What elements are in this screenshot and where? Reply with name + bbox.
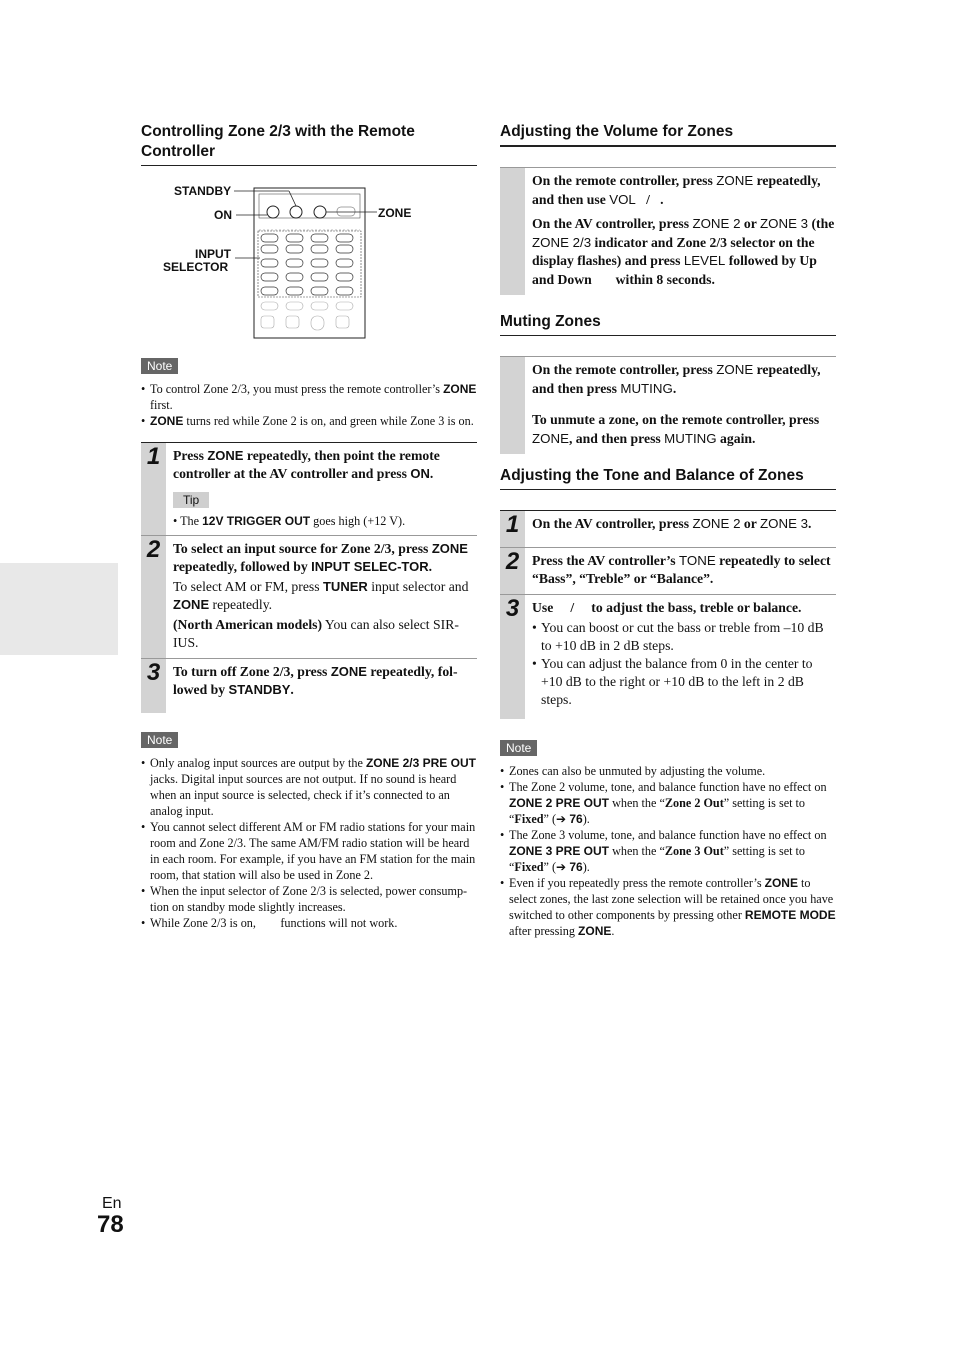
step-number: 3 [141, 659, 166, 713]
step-number: 2 [141, 536, 166, 658]
step-1: 1 On the AV controller, press ZONE 2 or ZONE 3. [500, 511, 836, 548]
left-column [141, 122, 477, 931]
page-number: 78 [97, 1211, 124, 1238]
right-column [500, 122, 841, 939]
section-heading-muting: Muting Zones [500, 312, 836, 336]
note-item: • While Zone 2/3 is on, functions will not work. [141, 915, 477, 931]
note-block-1 [141, 357, 477, 429]
note-badge: Note [500, 740, 537, 756]
note-item: • To control Zone 2/3, you must press the remote controller’s ZONE first. [141, 381, 477, 413]
note-item: • The Zone 2 volume, tone, and balance function have no effect on ZONE 2 PRE OUT when the “Zone 2 Out” setting is set to “Fixed” (➔ 76). [500, 779, 836, 827]
section-heading-volume: Adjusting the Volume for Zones [500, 122, 836, 147]
note-list [500, 763, 836, 939]
steps-tone [500, 510, 836, 719]
bullet: • You can boost or cut the bass or treble from –10 dB to +10 dB in 2 dB steps. [532, 619, 836, 655]
note-item: • You cannot select different AM or FM radio stations for your main room and Zone 2/3. The same AM/FM radio station will be heard in each room. For example, if you have an FM station for the main room, that station will also be used in Zone 2. [141, 819, 477, 883]
step-2: 2 Press the AV controller’s TONE repeatedly to select “Bass”, “Treble” or “Balance”. [500, 548, 836, 595]
remote-figure [141, 182, 477, 342]
step-2: 2 To select an input source for Zone 2/3, press ZONE repeatedly, followed by INPUT SELEC-TOR. To select AM or FM, press TUNER input selector and ZONE repeatedly. (North American models) You can also select SIR-IUS. [141, 536, 477, 659]
step-3-bullets [532, 619, 836, 709]
bullet: • You can adjust the balance from 0 in the center to +10 dB to the right or +10 dB to the left in 2 dB steps. [532, 655, 836, 709]
label-zone: ZONE [378, 206, 412, 220]
note-item: • ZONE turns red while Zone 2 is on, and green while Zone 3 is on. [141, 413, 477, 429]
note-item: • Even if you repeatedly press the remote controller’s ZONE to select zones, the last zone selection will be retained once you have switched to other components by pressing other REMOTE MODE after pressing ZONE. [500, 875, 836, 939]
tip-badge: Tip [173, 492, 209, 508]
step-1: 1 Press ZONE repeatedly, then point the remote controller at the AV controller and press ON. Tip • The 12V TRIGGER OUT goes high (+12 V). [141, 443, 477, 536]
page-language: En [102, 1195, 122, 1212]
note-item: • When the input selector of Zone 2/3 is selected, power consump-tion on standby mode slightly increases. [141, 883, 477, 915]
note-list [141, 381, 477, 429]
tip-text: • The 12V TRIGGER OUT goes high (+12 V). [173, 514, 406, 528]
muting-instructions: On the remote controller, press ZONE repeatedly, and then press MUTING. To unmute a zone, on the remote controller, press ZONE, and then press MUTING again. [500, 356, 836, 454]
step-number: 1 [500, 511, 525, 547]
volume-instructions: On the remote controller, press ZONE repeatedly, and then use VOL / . On the AV controller, press ZONE 2 or ZONE 3 (the ZONE 2/3 indicator and Zone 2/3 selector on the display flashes) and press LEVEL followed by Up and Down within 8 seconds. [500, 167, 836, 295]
step-number: 3 [500, 595, 525, 719]
label-input: INPUT [195, 247, 231, 261]
step-3: 3 Use / to adjust the bass, treble or balance. • You can boost or cut the bass or treble from –10 dB to +10 dB in 2 dB steps. • You can adjust the balance from 0 in the center to +10 dB to the right or +10 dB to the left in 2 dB steps. [500, 595, 836, 719]
note-block-3 [500, 739, 836, 939]
label-selector: SELECTOR [163, 260, 229, 274]
step-3: 3 To turn off Zone 2/3, press ZONE repeatedly, fol-lowed by STANDBY. [141, 659, 477, 713]
note-item: • Only analog input sources are output by the ZONE 2/3 PRE OUT jacks. Digital input sources are not output. If no sound is heard when an input source is selected, check if it’s connected to an analog input. [141, 755, 477, 819]
label-on: ON [214, 208, 232, 222]
note-item: • Zones can also be unmuted by adjusting the volume. [500, 763, 836, 779]
section-heading-zone-remote: Controlling Zone 2/3 with the Remote Controller [141, 122, 477, 166]
note-badge: Note [141, 358, 178, 374]
steps-zone-control [141, 442, 477, 713]
note-item: • The Zone 3 volume, tone, and balance function have no effect on ZONE 3 PRE OUT when the “Zone 3 Out” setting is set to “Fixed” (➔ 76). [500, 827, 836, 875]
note-badge: Note [141, 732, 178, 748]
note-block-2 [141, 731, 477, 931]
label-standby: STANDBY [174, 184, 232, 198]
step-number: 1 [141, 443, 166, 535]
step-number: 2 [500, 548, 525, 594]
section-heading-tone: Adjusting the Tone and Balance of Zones [500, 466, 836, 490]
side-tab [0, 563, 118, 655]
note-list [141, 755, 477, 931]
